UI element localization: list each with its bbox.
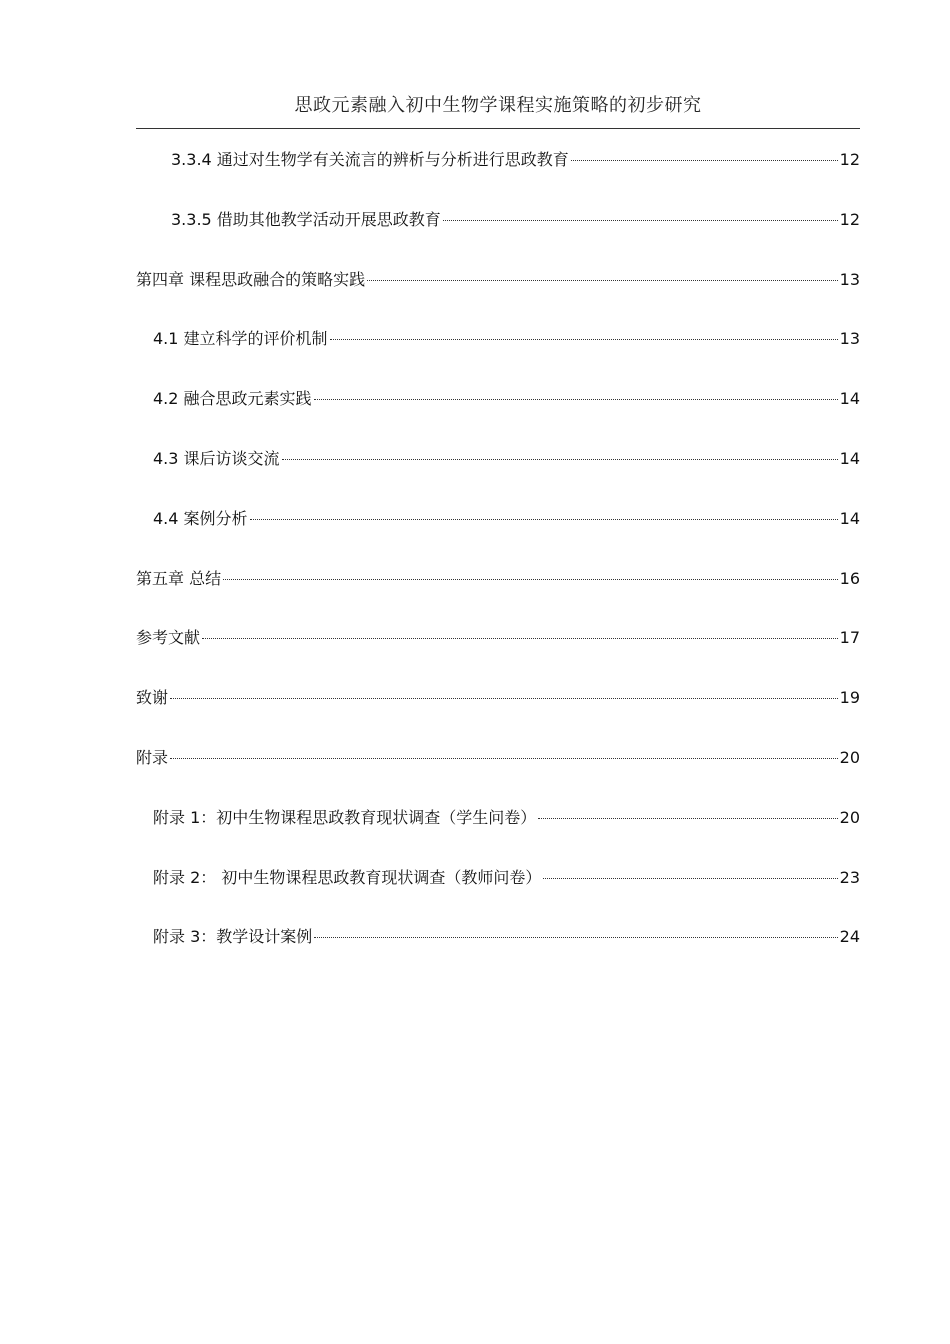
toc-entry-title: 4.4 案例分析 (153, 508, 248, 528)
toc-dot-leader (250, 519, 838, 520)
toc-entry-title: 3.3.4 通过对生物学有关流言的辨析与分析进行思政教育 (171, 150, 569, 169)
toc-entry-title: 附录 (136, 747, 169, 767)
toc-entry-title: 第五章 总结 (136, 568, 222, 588)
toc-page-number: 13 (839, 329, 860, 349)
toc-entry-title: 附录 1：初中生物课程思政教育现状调查（学生问卷） (153, 807, 537, 827)
toc-entry[interactable] (136, 567, 860, 627)
toc-entry-title: 致谢 (136, 688, 169, 708)
toc-entry-title: 附录 2： 初中生物课程思政教育现状调查（教师问卷） (153, 867, 542, 887)
toc-entry[interactable] (136, 866, 860, 926)
toc-page-number: 14 (839, 389, 860, 409)
toc-entry-title: 附录 3：教学设计案例 (153, 927, 313, 947)
toc-dot-leader (538, 818, 837, 819)
toc-dot-leader (314, 399, 838, 400)
toc-page-number: 23 (839, 867, 860, 887)
toc-dot-leader (367, 280, 838, 281)
toc-entry-title: 3.3.5 借助其他教学活动开展思政教育 (171, 209, 441, 229)
toc-dot-leader (223, 579, 838, 580)
toc-entry-title: 4.1 建立科学的评价机制 (153, 329, 328, 349)
toc-page-number: 12 (839, 209, 860, 229)
toc-page-number: 13 (839, 269, 860, 289)
toc-entry[interactable] (136, 925, 860, 985)
toc-page-number: 20 (839, 807, 860, 827)
toc-dot-leader (330, 339, 838, 340)
toc-page-number: 14 (839, 508, 860, 528)
toc-entry[interactable] (136, 268, 860, 328)
table-of-contents (136, 148, 860, 985)
header-rule (136, 128, 860, 129)
toc-page-number: 19 (839, 688, 860, 708)
toc-page-number: 17 (839, 628, 860, 648)
toc-entry[interactable] (136, 387, 860, 447)
toc-entry-title: 4.3 课后访谈交流 (153, 448, 280, 468)
toc-entry[interactable] (136, 327, 860, 387)
toc-dot-leader (170, 758, 838, 759)
toc-page-number: 16 (839, 568, 860, 588)
running-header: 思政元素融入初中生物学课程实施策略的初步研究 (294, 95, 702, 116)
toc-entry[interactable] (136, 507, 860, 567)
toc-entry[interactable] (136, 208, 860, 268)
toc-dot-leader (314, 937, 837, 938)
toc-dot-leader (282, 459, 838, 460)
toc-dot-leader (202, 638, 838, 639)
toc-entry[interactable] (136, 806, 860, 866)
toc-dot-leader (571, 160, 838, 161)
toc-dot-leader (543, 878, 837, 879)
toc-page-number: 12 (839, 150, 860, 169)
toc-entry-title: 参考文献 (136, 628, 201, 648)
toc-entry-title: 第四章 课程思政融合的策略实践 (136, 269, 366, 289)
toc-entry[interactable] (136, 626, 860, 686)
toc-entry-title: 4.2 融合思政元素实践 (153, 389, 312, 409)
toc-page-number: 24 (839, 927, 860, 947)
toc-page-number: 14 (839, 448, 860, 468)
toc-entry[interactable] (136, 447, 860, 507)
toc-page-number: 20 (839, 747, 860, 767)
toc-dot-leader (170, 698, 838, 699)
toc-entry[interactable] (136, 746, 860, 806)
toc-entry[interactable] (136, 148, 860, 208)
toc-entry[interactable] (136, 686, 860, 746)
toc-dot-leader (443, 220, 838, 221)
